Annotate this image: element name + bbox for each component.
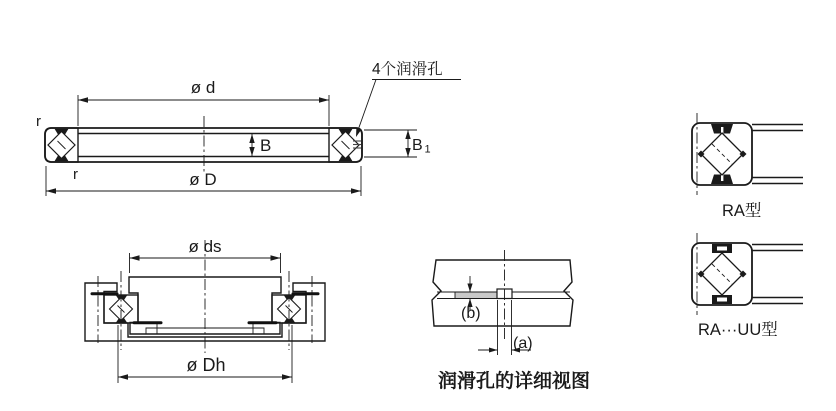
dim-label-b: (b)	[461, 305, 481, 322]
lube-holes-callout	[356, 60, 461, 137]
outline-view	[36, 60, 461, 196]
dim-label-outer-diameter: ø D	[189, 170, 217, 189]
lube-hole-detail-view	[432, 250, 590, 392]
ra-uu-type-symbol	[692, 233, 803, 339]
ra-type-label: RA型	[722, 202, 762, 220]
dim-label-housing-diameter: ø Dh	[186, 355, 226, 375]
fillet-label-r-top: r	[36, 113, 41, 130]
dimension-B1	[364, 130, 431, 157]
fillet-label-r-bottom: r	[73, 166, 78, 183]
ra-type-symbol	[692, 113, 803, 220]
dim-label-shaft-diameter: ø ds	[188, 237, 222, 256]
detail-caption: 润滑孔的详细视图	[438, 371, 591, 392]
mounting-view	[85, 237, 325, 383]
dim-label-width-b1-sub: 1	[424, 143, 431, 156]
ra-uu-type-label: RA···UU型	[698, 321, 778, 339]
dim-label-width: B	[260, 136, 272, 155]
dimension-phi-D	[46, 166, 361, 196]
lube-groove	[455, 292, 497, 299]
dim-label-width-b1: B	[412, 137, 423, 154]
dimension-phi-d	[78, 78, 329, 126]
dim-label-a: (a)	[513, 335, 533, 352]
dim-label-inner-diameter: ø d	[190, 78, 216, 97]
lube-holes-label: 4个润滑孔	[372, 61, 443, 78]
